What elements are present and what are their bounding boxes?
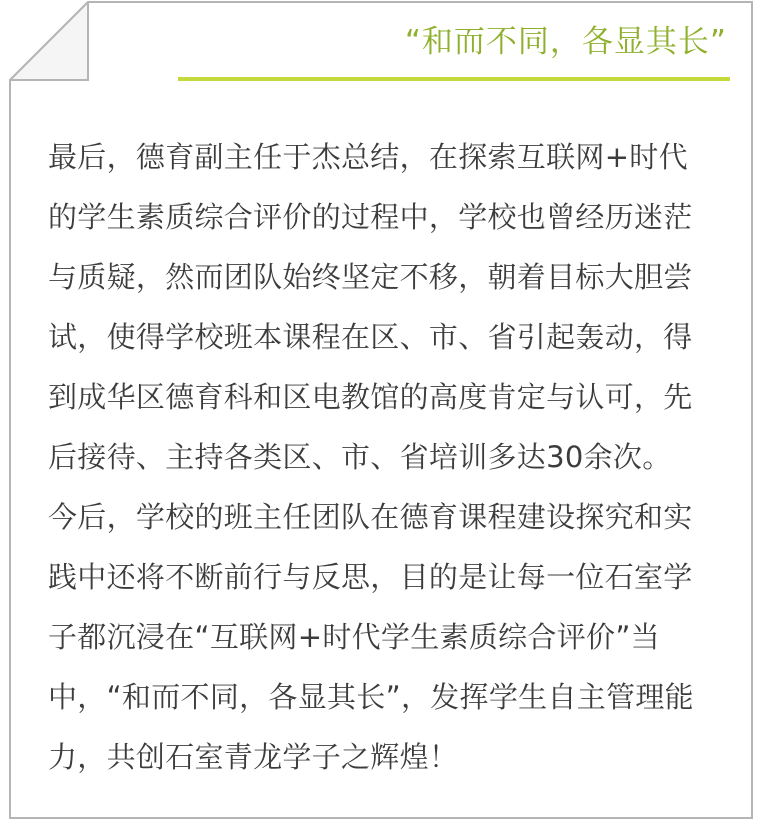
quote-title: “和而不同，各显其长” <box>404 24 727 60</box>
body-line: 最后，德育副主任于杰总结，在探索互联网+时代 <box>48 140 688 174</box>
body-line: 今后，学校的班主任团队在德育课程建设探究和实 <box>48 500 693 534</box>
body-line: 子都沉浸在“互联网+时代学生素质综合评价”当 <box>48 620 660 654</box>
body-line: 与质疑，然而团队始终坚定不移，朝着目标大胆尝 <box>48 260 693 294</box>
title-underline <box>178 77 730 81</box>
body-line: 到成华区德育科和区电教馆的高度肯定与认可，先 <box>48 380 693 414</box>
body-line: 后接待、主持各类区、市、省培训多达30余次。 <box>48 440 672 474</box>
body-line: 力，共创石室青龙学子之辉煌！ <box>48 740 459 774</box>
body-line: 践中还将不断前行与反思，目的是让每一位石室学 <box>48 560 693 594</box>
body-line: 的学生素质综合评价的过程中，学校也曾经历迷茫 <box>48 200 693 234</box>
body-line: 试，使得学校班本课程在区、市、省引起轰动，得 <box>48 320 693 354</box>
body-paragraph <box>48 127 694 787</box>
body-line: 中，“和而不同，各显其长”，发挥学生自主管理能 <box>48 680 694 714</box>
